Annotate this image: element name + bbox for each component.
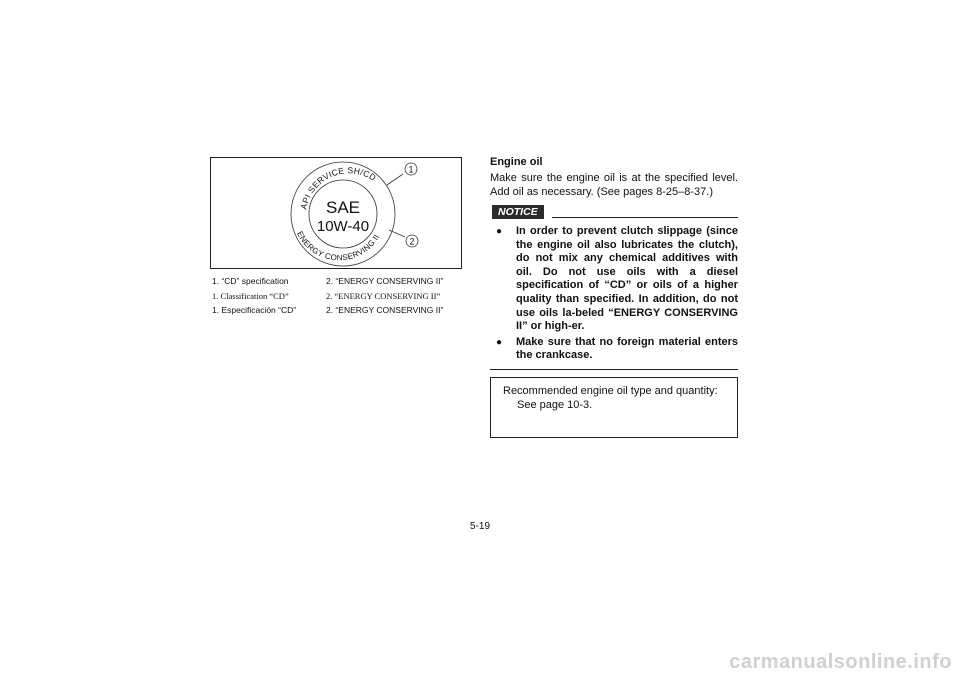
bullet-icon: ● xyxy=(496,226,503,237)
viscosity-text: 10W-40 xyxy=(316,218,370,235)
spec-box xyxy=(490,377,738,438)
notice-end-rule xyxy=(490,369,738,370)
energy-conserving-arc: ENERGY CONSERVING II xyxy=(295,229,382,263)
page-number: 5-19 xyxy=(469,521,490,532)
notice-item xyxy=(490,225,738,334)
watermark: carmanualsonline.info xyxy=(729,651,952,673)
spec-label: Recommended engine oil type and quantity: xyxy=(503,384,718,397)
callout-2-number: 2 xyxy=(409,236,415,247)
caption-1: 1. Especificación “CD” xyxy=(212,305,297,315)
notice-rule xyxy=(552,217,738,218)
oil-label-figure xyxy=(210,157,462,269)
notice-item-text: Make sure that no foreign material enters the crankcase. xyxy=(516,335,738,362)
caption-2: 2. “ENERGY CONSERVING II” xyxy=(326,276,444,286)
callout-1-number: 1 xyxy=(408,164,414,175)
section-title: Engine oil xyxy=(490,156,543,168)
api-donut-emblem xyxy=(211,158,463,270)
caption-1: 1. “CD” specification xyxy=(212,276,289,286)
sae-text: SAE xyxy=(325,198,361,217)
caption-2: 2. “ENERGY CONSERVING II” xyxy=(326,291,441,301)
api-service-arc: API SERVICE SH/CD xyxy=(298,165,379,211)
bullet-icon: ● xyxy=(496,336,503,348)
right-column xyxy=(490,155,738,438)
intro-paragraph: Make sure the engine oil is at the specified level. Add oil as necessary. (See pages 8-25–8-37.) xyxy=(490,172,738,198)
notice-item xyxy=(490,336,738,363)
notice-header xyxy=(490,205,738,221)
notice-list xyxy=(490,225,738,363)
caption-1: 1. Classification “CD” xyxy=(212,291,289,301)
notice-badge: NOTICE xyxy=(492,205,544,219)
notice-item-text: In order to prevent clutch slippage (since the engine oil also lubricates the clutch), do not mix any chemical additives with oil. Do not use oils with a diesel specification of “CD” or oils of a higher quality than specified. In addition, do not use oils la-beled “ENERGY CONSERVING II” or high-er. xyxy=(516,225,738,333)
caption-2: 2. “ENERGY CONSERVING II” xyxy=(326,305,444,315)
spec-value: See page 10-3. xyxy=(517,398,593,411)
leader-line-1 xyxy=(387,174,403,185)
